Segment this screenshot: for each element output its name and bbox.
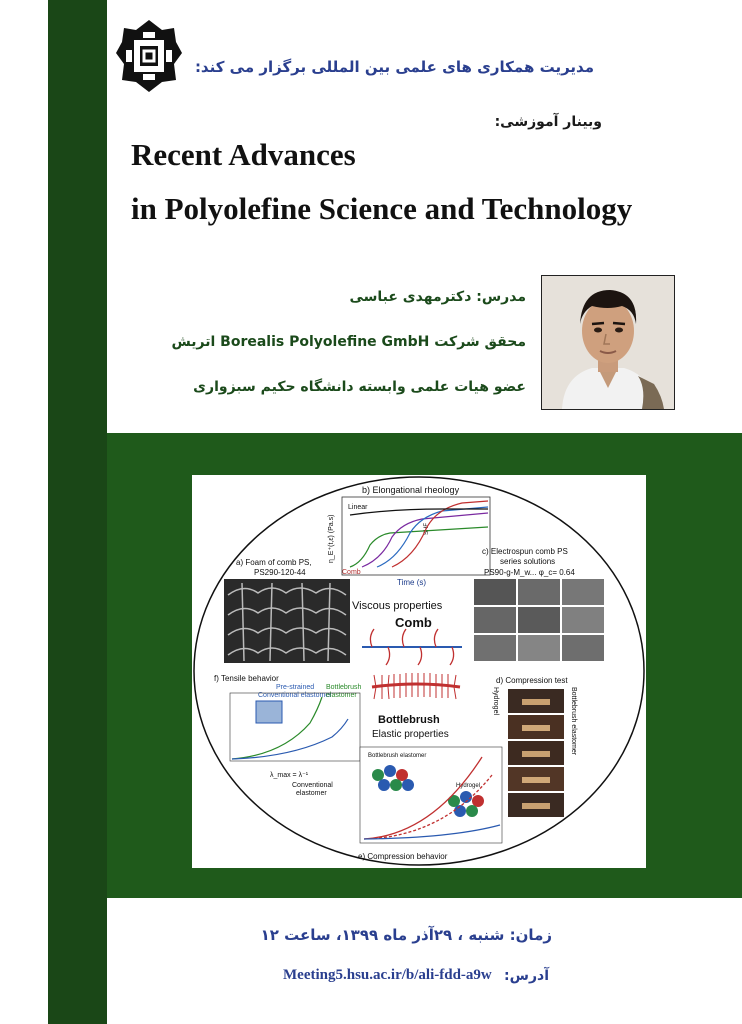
panel-a-title: a) Foam of comb PS, bbox=[236, 558, 312, 567]
panel-e-bottlebrush: Bottlebrush elastomer bbox=[368, 753, 427, 759]
panel-e-hydrogel: Hydrogel bbox=[456, 783, 481, 789]
center-viscous-label: Viscous properties bbox=[352, 600, 443, 612]
center-elastic-label: Elastic properties bbox=[372, 729, 449, 740]
center-comb-label: Comb bbox=[395, 615, 432, 630]
panel-c-title: c) Electrospun comb PS bbox=[482, 547, 568, 556]
polymer-architecture-figure bbox=[192, 475, 646, 868]
panel-f-title: f) Tensile behavior bbox=[214, 674, 279, 683]
teacher-line: مدرس: دکترمهدی عباسی bbox=[349, 289, 526, 305]
panel-d-hydrogel: Hydrogel bbox=[492, 687, 499, 716]
panel-f-bottlebrush-1: Bottlebrush bbox=[326, 684, 362, 691]
panel-f-conventional: Conventional elastomer bbox=[258, 692, 332, 699]
panel-f-bottlebrush-2: elastomer bbox=[326, 692, 357, 699]
panel-c-subtitle-2: PS90-g-M_w... φ_c= 0.64 bbox=[484, 568, 575, 577]
panel-b-linear-label: Linear bbox=[348, 504, 368, 511]
speaker-portrait-icon bbox=[542, 276, 674, 409]
panel-a-subtitle: PS290-120-44 bbox=[254, 568, 306, 577]
panel-b-shf-label: SHF bbox=[424, 523, 430, 535]
panel-c-subtitle-1: series solutions bbox=[500, 557, 556, 566]
panel-d-title: d) Compression test bbox=[496, 676, 568, 685]
address-label: آدرس: bbox=[504, 968, 549, 984]
panel-d-photo-strip bbox=[508, 689, 564, 817]
panel-f-prestrained: Pre-strained bbox=[276, 684, 315, 691]
event-time: زمان: شنبه ، ۲۹آذر ماه ۱۳۹۹، ساعت ۱۲ bbox=[260, 926, 552, 944]
left-green-bar bbox=[48, 0, 107, 1024]
university-logo-icon bbox=[114, 18, 184, 94]
faculty-line: عضو هیات علمی وابسته دانشگاه حکیم سبزواری bbox=[193, 379, 526, 395]
panel-f-conventional-3: elastomer bbox=[296, 790, 327, 797]
company-line: محقق شرکت Borealis Polyolefine GmbH اتریش bbox=[171, 334, 526, 350]
center-bottlebrush-label: Bottlebrush bbox=[378, 714, 440, 726]
webinar-label: وبینار آموزشی: bbox=[494, 114, 602, 130]
organizer-line: مدیریت همکاری های علمی بین المللی برگزار می کند: bbox=[194, 58, 594, 76]
panel-b-ylabel: η_E⁺(t,ε̇) (Pa.s) bbox=[328, 514, 335, 563]
panel-f-lambda: λ_max = λ⁻¹ bbox=[270, 772, 309, 779]
speaker-photo bbox=[541, 275, 675, 410]
panel-d-bottlebrush: Bottlebrush elastomer bbox=[570, 687, 577, 756]
scientific-figure bbox=[192, 475, 646, 868]
panel-c-micrograph-grid bbox=[474, 579, 604, 661]
panel-b-xlabel: Time (s) bbox=[397, 578, 427, 587]
title-line-2: in Polyolefine Science and Technology bbox=[131, 191, 633, 226]
panel-f-conventional-2: Conventional bbox=[292, 782, 333, 789]
title-line-1: Recent Advances bbox=[131, 137, 356, 172]
meeting-link[interactable]: Meeting5.hsu.ac.ir/b/ali-fdd-a9w bbox=[283, 967, 492, 983]
panel-b-comb-label: Comb bbox=[342, 569, 361, 576]
panel-e-plot-frame bbox=[360, 747, 502, 843]
panel-e-title: e) Compression behavior bbox=[358, 852, 448, 861]
panel-b-title: b) Elongational rheology bbox=[362, 485, 460, 495]
panel-f-strain-box bbox=[256, 701, 282, 723]
